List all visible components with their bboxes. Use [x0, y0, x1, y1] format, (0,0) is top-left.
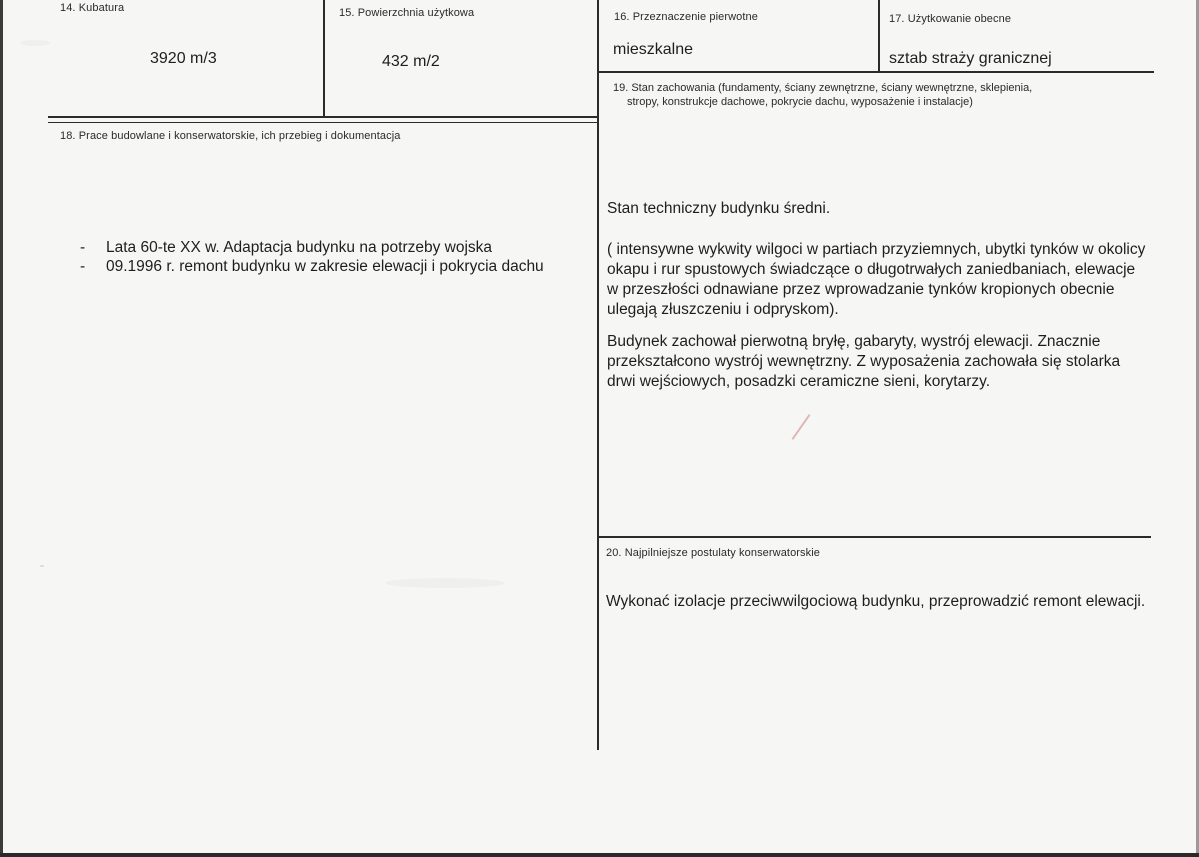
list-item-text: 09.1996 r. remont budynku w zakresie elewacji i pokrycia dachu: [106, 258, 544, 275]
field-20-text: Wykonać izolacje przeciwwilgociową budynku, przeprowadzić remont elewacji.: [606, 593, 1146, 610]
field-14-value: 3920 m/3: [150, 50, 217, 67]
field-16-value: mieszkalne: [613, 41, 694, 58]
field-19-label-line2: stropy, konstrukcje dachowe, pokrycie dachu, wyposażenie i instalacje): [627, 96, 973, 108]
field-16-label: 16. Przeznaczenie pierwotne: [614, 11, 758, 23]
list-bullet: -: [80, 258, 86, 275]
list-bullet: -: [80, 239, 86, 256]
field-17-label: 17. Użytkowanie obecne: [889, 13, 1012, 25]
field-19-label-line1: 19. Stan zachowania (fundamenty, ściany zewnętrzne, ściany wewnętrzne, sklepienia,: [613, 82, 1033, 94]
divider-v-16-17: [878, 0, 880, 72]
divider-h-row1-left: [48, 116, 599, 118]
field-14-label: 14. Kubatura: [60, 2, 125, 14]
field-17-value: sztab straży granicznej: [889, 50, 1052, 67]
field-19-text: [607, 199, 1147, 404]
field-15-label: 15. Powierzchnia użytkowa: [339, 7, 475, 19]
list-item-text: Lata 60-te XX w. Adaptacja budynku na potrzeby wojska: [106, 239, 493, 256]
field-18-label: 18. Prace budowlane i konserwatorskie, ich przebieg i dokumentacja: [60, 130, 401, 142]
field-18-list: [80, 238, 544, 276]
divider-h-19-20: [598, 536, 1151, 538]
pen-mark: [792, 414, 811, 440]
scan-edge-left: [0, 0, 3, 857]
scan-edge-bottom: [0, 853, 1199, 857]
field-19-paragraph-2: ( intensywne wykwity wilgoci w partiach przyziemnych, ubytki tynków w okolicy okapu i rur spustowych świadczące o długotrwałych zaniedbaniach, elewacje w przeszłości odnawiane przez wprowadzanie tynków kropionych obecnie ulegają złuszczeniu i odpryskom).: [607, 241, 1146, 318]
list-item: [80, 238, 544, 257]
field-19-paragraph-1: Stan techniczny budynku średni.: [607, 200, 831, 217]
field-19-paragraph-3: Budynek zachował pierwotną bryłę, gabaryty, wystrój elewacji. Znacznie przekształcono wystrój wewnętrzny. Z wyposażenia zachowała się stolarka drwi wejściowych, posadzki ceramiczne sieni, korytarzy.: [607, 333, 1121, 390]
scan-speck: [20, 40, 50, 46]
divider-h-row1-right: [598, 71, 1154, 73]
list-item: [80, 257, 544, 276]
divider-v-14-15: [323, 0, 325, 116]
scan-speck: [385, 578, 505, 588]
field-20-label: 20. Najpilniejsze postulaty konserwatorskie: [606, 547, 821, 559]
field-19-label: [613, 81, 1032, 109]
divider-h-row2-left: [48, 122, 599, 123]
scan-speck: [40, 565, 44, 567]
field-15-value: 432 m/2: [382, 53, 440, 70]
divider-v-main: [597, 0, 599, 750]
